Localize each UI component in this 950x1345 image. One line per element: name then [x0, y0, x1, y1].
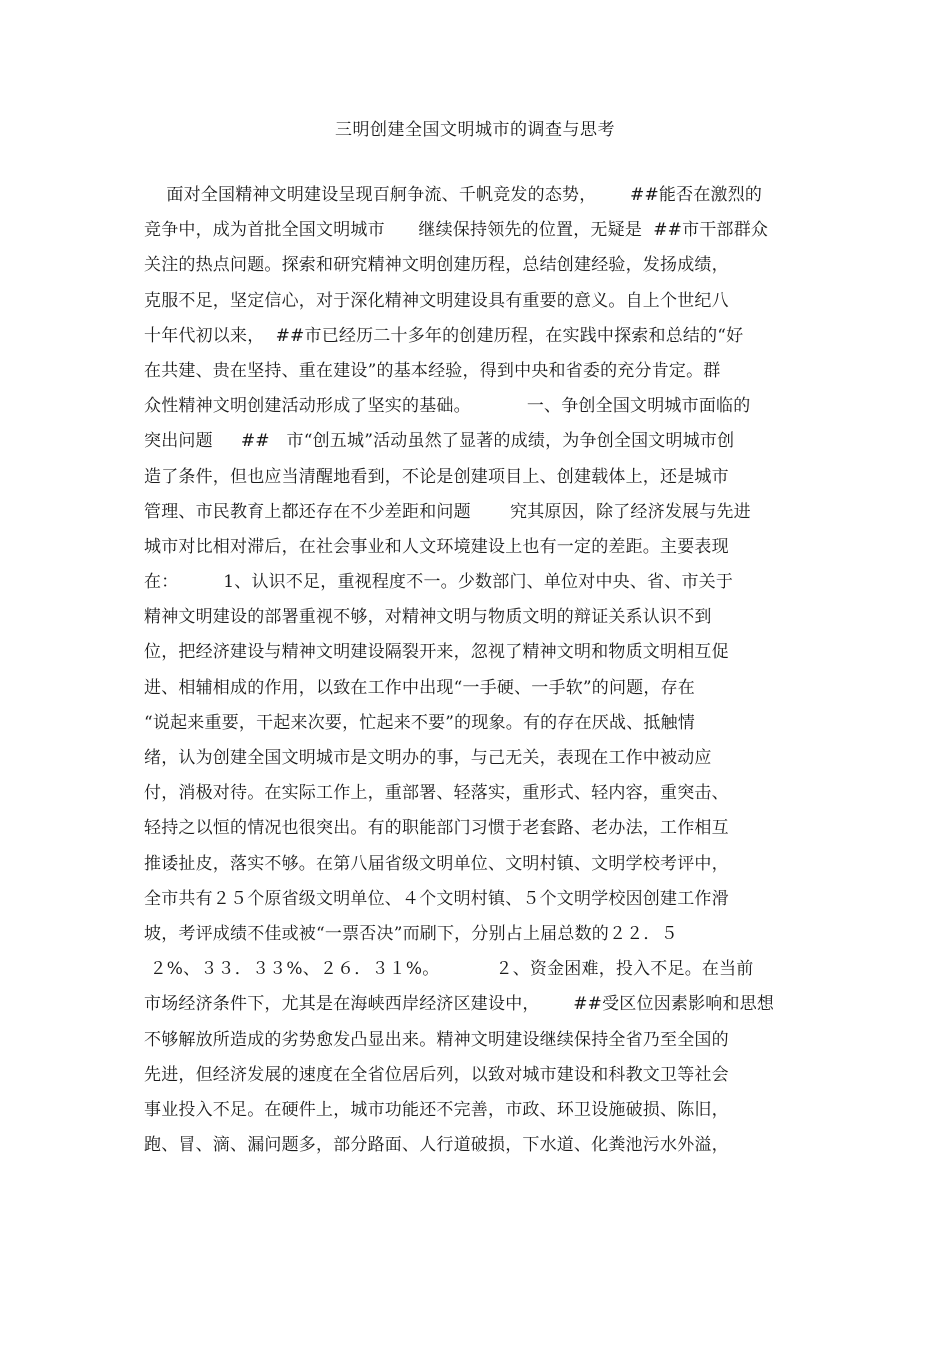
- page-title: 三明创建全国文明城市的调查与思考: [335, 120, 615, 140]
- body-text: [144, 178, 804, 1163]
- text-line: 面对全国精神文明建设呈现百舸争流、千帆竞发的态势， ##能否在激烈的: [144, 185, 763, 205]
- text-line: 不够解放所造成的劣势愈发凸显出来。精神文明建设继续保持全省乃至全国的: [144, 1029, 729, 1050]
- text-line: “说起来重要，干起来次要，忙起来不要”的现象。有的存在厌战、抵触情: [144, 712, 695, 733]
- text-line: 轻持之以恒的情况也很突出。有的职能部门习惯于老套路、老办法，工作相互: [144, 818, 729, 839]
- text-line: 在共建、贵在坚持、重在建设”的基本经验，得到中央和省委的充分肯定。群: [144, 360, 721, 381]
- text-line: 付，消极对待。在实际工作上，重部署、轻落实，重形式、轻内容，重突击、: [144, 783, 729, 804]
- text-line: 先进，但经济发展的速度在全省位居后列，以致对城市建设和科教文卫等社会: [144, 1064, 729, 1085]
- text-line: 坡，考评成绩不佳或被“一票否决”而刷下，分别占上届总数的２２．５: [144, 923, 678, 944]
- text-line: 进、相辅相成的作用，以致在工作中出现“一手硬、一手软”的问题，存在: [144, 677, 695, 698]
- text-line: 众性精神文明创建活动形成了坚实的基础。 一、争创全国文明城市面临的: [144, 396, 751, 417]
- text-line: 克服不足，坚定信心，对于深化精神文明建设具有重要的意义。自上个世纪八: [144, 290, 729, 311]
- text-line: 城市对比相对滞后，在社会事业和人文环境建设上也有一定的差距。主要表现: [144, 536, 729, 557]
- text-line: 精神文明建设的部署重视不够，对精神文明与物质文明的辩证关系认识不到: [144, 607, 712, 628]
- text-line: 跑、冒、滴、漏问题多，部分路面、人行道破损，下水道、化粪池污水外溢，: [144, 1135, 729, 1156]
- text-line: 事业投入不足。在硬件上，城市功能还不完善，市政、环卫设施破损、陈旧，: [144, 1099, 729, 1120]
- text-line: 市场经济条件下，尤其是在海峡西岸经济区建设中， ##受区位因素影响和思想: [144, 994, 775, 1015]
- text-line: 突出问题 ## 市“创五城”活动虽然了显著的成绩，为争创全国文明城市创: [144, 431, 735, 452]
- text-line: ２%、３３．３３%、２６．３１%。 ２、资金困难，投入不足。在当前: [144, 959, 754, 980]
- text-line: 造了条件，但也应当清醒地看到，不论是创建项目上、创建载体上，还是城市: [144, 466, 729, 487]
- text-line: 推诿扯皮，落实不够。在第八届省级文明单位、文明村镇、文明学校考评中，: [144, 853, 729, 874]
- text-line: 关注的热点问题。探索和研究精神文明创建历程，总结创建经验，发扬成绩，: [144, 255, 729, 276]
- text-line: 十年代初以来， ##市已经历二十多年的创建历程，在实践中探索和总结的“好: [144, 325, 744, 346]
- text-line: 在： 1、认识不足，重视程度不一。少数部门、单位对中央、省、市关于: [144, 572, 734, 593]
- text-line: 绪，认为创建全国文明城市是文明办的事，与己无关，表现在工作中被动应: [144, 748, 712, 768]
- text-line: 竞争中，成为首批全国文明城市 继续保持领先的位置，无疑是 ##市干部群众: [144, 220, 769, 241]
- text-line: 位，把经济建设与精神文明建设隔裂开来，忽视了精神文明和物质文明相互促: [144, 642, 729, 663]
- text-line: 全市共有２５个原省级文明单位、４个文明村镇、５个文明学校因创建工作滑: [144, 888, 729, 909]
- text-line: 管理、市民教育上都还存在不少差距和问题 究其原因，除了经济发展与先进: [144, 501, 751, 522]
